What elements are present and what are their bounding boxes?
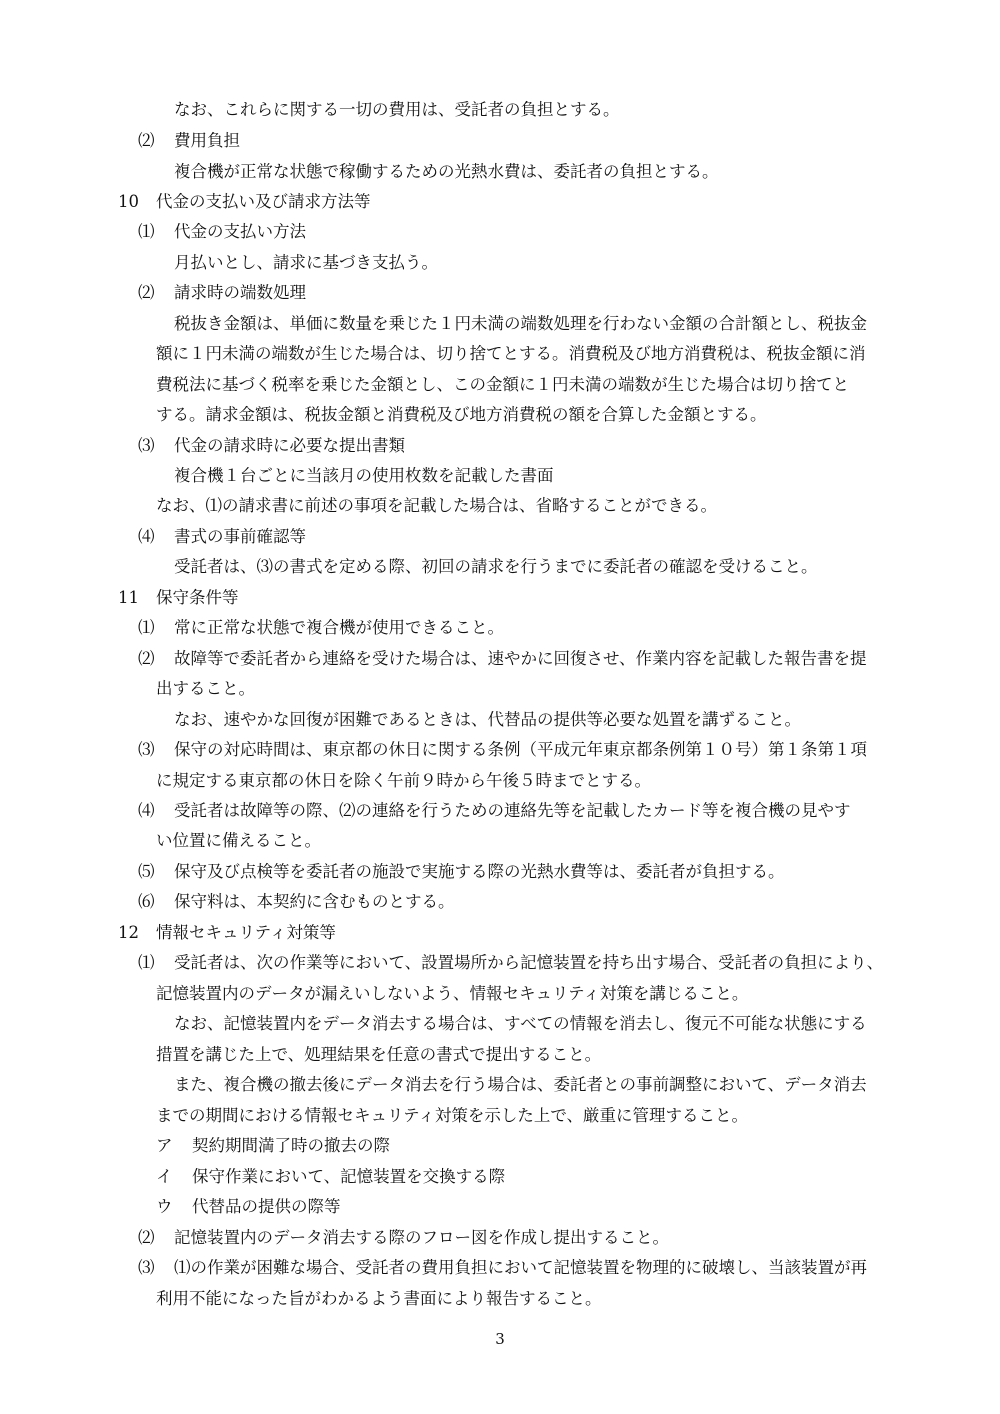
item-number: ⑴ (138, 222, 155, 241)
item-number: ⑴ (138, 953, 155, 972)
section-number: 10 (118, 192, 139, 211)
text-line: なお、記憶装置内をデータ消去する場合は、すべての情報を消去し、復元不可能な状態にする (174, 1014, 867, 1033)
item-number: ⑵ (138, 1228, 155, 1247)
sub-item-marker: イ (156, 1167, 173, 1186)
text-line: までの期間における情報セキュリティ対策を示した上で、厳重に管理すること。 (156, 1106, 749, 1125)
item-number: ⑴ (138, 618, 155, 637)
text-line: 複合機が正常な状態で稼働するための光熱水費は、委託者の負担とする。 (174, 162, 719, 181)
text-line: 故障等で委託者から連絡を受けた場合は、速やかに回復させ、作業内容を記載した報告書を提 (174, 649, 867, 668)
sub-item-marker: ア (156, 1136, 173, 1155)
text-line: 額に１円未満の端数が生じた場合は、切り捨てとする。消費税及び地方消費税は、税抜金額に消 (156, 344, 866, 363)
item-number: ⑵ (138, 131, 155, 150)
section-heading: 情報セキュリティ対策等 (156, 923, 336, 942)
item-number: ⑵ (138, 649, 155, 668)
text-line: 記憶装置内のデータが漏えいしないよう、情報セキュリティ対策を講じること。 (156, 984, 749, 1003)
item-heading: 書式の事前確認等 (174, 527, 306, 546)
item-number: ⑶ (138, 1258, 155, 1277)
text-line: 税抜き金額は、単価に数量を乗じた１円未満の端数処理を行わない金額の合計額とし、税抜金 (174, 314, 867, 333)
item-heading: 代金の請求時に必要な提出書類 (174, 436, 405, 455)
sub-item-marker: ウ (156, 1197, 173, 1216)
item-number: ⑸ (138, 862, 155, 881)
text-line: 費税法に基づく税率を乗じた金額とし、この金額に１円未満の端数が生じた場合は切り捨てと (156, 375, 849, 394)
text-line: 措置を講じた上で、処理結果を任意の書式で提出すること。 (156, 1045, 602, 1064)
text-line: 保守料は、本契約に含むものとする。 (174, 892, 455, 911)
text-line: い位置に備えること。 (156, 831, 321, 850)
text-line: 出すること。 (156, 679, 255, 698)
text-line: なお、⑴の請求書に前述の事項を記載した場合は、省略することができる。 (156, 496, 717, 515)
item-number: ⑷ (138, 801, 155, 820)
text-line: 契約期間満了時の撤去の際 (192, 1136, 390, 1155)
item-number: ⑵ (138, 283, 155, 302)
item-number: ⑷ (138, 527, 155, 546)
text-line: 代替品の提供の際等 (192, 1197, 341, 1216)
text-line: また、複合機の撤去後にデータ消去を行う場合は、委託者との事前調整において、データ消去 (174, 1075, 867, 1094)
text-line: 複合機１台ごとに当該月の使用枚数を記載した書面 (174, 466, 554, 485)
page-number: 3 (495, 1330, 505, 1348)
text-line: なお、これらに関する一切の費用は、受託者の負担とする。 (174, 100, 620, 119)
text-line: に規定する東京都の休日を除く午前９時から午後５時までとする。 (156, 771, 651, 790)
text-line: なお、速やかな回復が困難であるときは、代替品の提供等必要な処置を講ずること。 (174, 710, 801, 729)
text-line: 保守作業において、記憶装置を交換する際 (192, 1167, 506, 1186)
section-number: 12 (118, 923, 139, 942)
item-number: ⑶ (138, 436, 155, 455)
text-line: する。請求金額は、税抜金額と消費税及び地方消費税の額を合算した金額とする。 (156, 405, 767, 424)
section-heading: 代金の支払い及び請求方法等 (156, 192, 371, 211)
section-heading: 保守条件等 (156, 588, 239, 607)
text-line: 記憶装置内のデータ消去する際のフロー図を作成し提出すること。 (174, 1228, 669, 1247)
text-line: 保守及び点検等を委託者の施設で実施する際の光熱水費等は、委託者が負担する。 (174, 862, 785, 881)
text-line: 受託者は、⑶の書式を定める際、初回の請求を行うまでに委託者の確認を受けること。 (174, 557, 818, 576)
text-line: 受託者は故障等の際、⑵の連絡を行うための連絡先等を記載したカード等を複合機の見やす (174, 801, 851, 820)
text-line: 保守の対応時間は、東京都の休日に関する条例（平成元年東京都条例第１０号）第１条第１項 (174, 740, 867, 759)
item-number: ⑹ (138, 892, 155, 911)
text-line: 受託者は、次の作業等において、設置場所から記憶装置を持ち出す場合、受託者の負担により、 (174, 953, 884, 972)
item-number: ⑶ (138, 740, 155, 759)
section-number: 11 (118, 588, 139, 607)
text-line: ⑴の作業が困難な場合、受託者の費用負担において記憶装置を物理的に破壊し、当該装置が再 (174, 1258, 867, 1277)
item-heading: 代金の支払い方法 (174, 222, 306, 241)
text-line: 常に正常な状態で複合機が使用できること。 (174, 618, 504, 637)
item-heading: 請求時の端数処理 (174, 283, 306, 302)
text-line: 月払いとし、請求に基づき支払う。 (174, 253, 438, 272)
item-heading: 費用負担 (174, 131, 240, 150)
text-line: 利用不能になった旨がわかるよう書面により報告すること。 (156, 1289, 602, 1308)
